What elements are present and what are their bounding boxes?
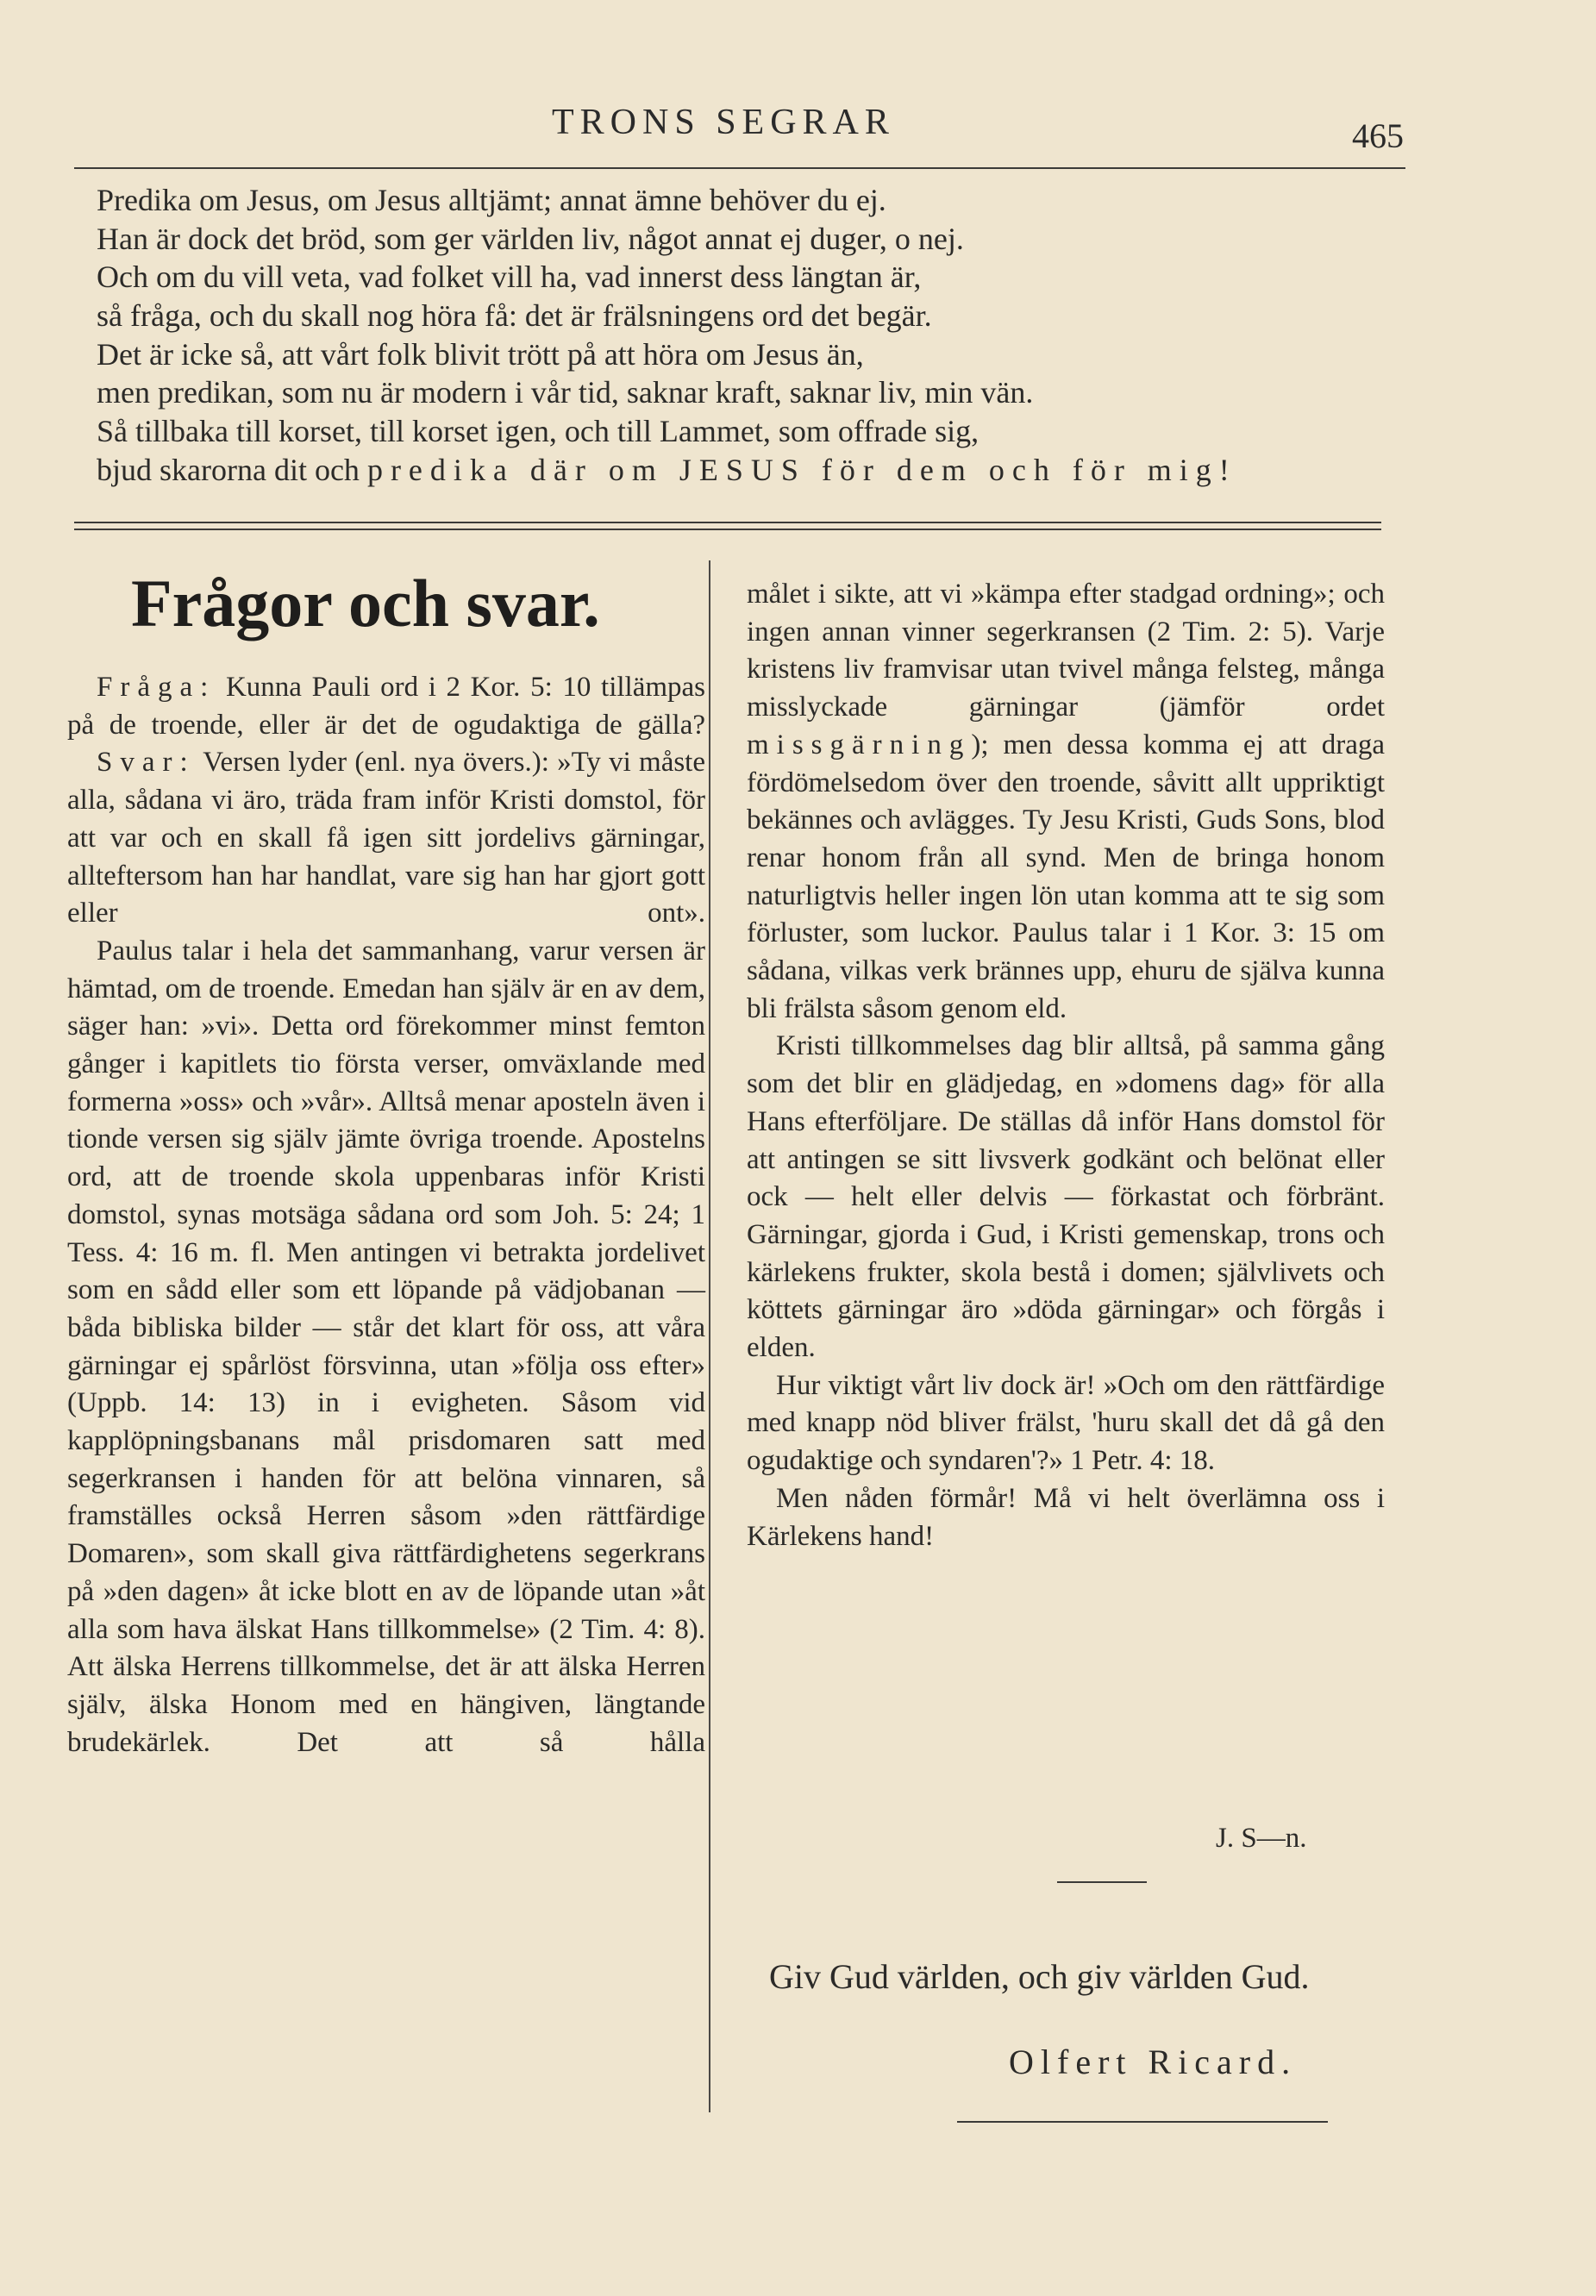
double-rule <box>74 522 1381 530</box>
poem-line: Predika om Jesus, om Jesus alltjämt; annat ämne behöver du ej. <box>97 183 886 217</box>
paragraph: Kristi tillkommelses dag blir alltså, på samma gång som det blir en glädjedag, en »domens dag» för alla Hans efterföljare. De ställas då inför Hans domstol för att antingen se sitt livsverk godkänt och belönat eller ock — helt eller delvis — förkastat och förbränt. Gärningar, gjorda i Gud, i Kristi gemenskap, trons och kärlekens frukter, skola bestå i domen; självlivets och köttets gärningar äro »döda gärningar» och förgås i elden. <box>747 1030 1385 1364</box>
paragraph <box>747 576 1385 1028</box>
poem-line: men predikan, som nu är modern i vår tid, saknar kraft, saknar liv, min vän. <box>97 375 1034 410</box>
running-title: TRONS SEGRAR <box>552 103 895 142</box>
question-paragraph <box>67 669 705 744</box>
emphasis-word: missgärning <box>747 729 972 760</box>
section-title: Frågor och svar. <box>131 566 600 641</box>
header-rule <box>74 167 1405 169</box>
paragraph-end: ); men dessa komma ej att draga fördömelsedom över den troende, såvitt allt uppriktigt bekännes och avlägges. Ty Jesu Kristi, Guds Sons, blod renar honom från all synd. Men de bringa honom naturligtvis heller ingen lön utan komma att te sig som förluster, som luckor. Paulus talar i 1 Kor. 3: 15 om sådana, vilkas verk brännes upp, ehuru de själva kunna bli frälsta såsom genom eld. <box>747 729 1385 1024</box>
paragraph-start: målet i sikte, att vi »kämpa efter stadgad ordning»; och ingen annan vinner segerkransen (2 Tim. 2: 5). Varje kristens liv framvisar utan tvivel många felsteg, många misslyckade gärningar (jämför ordet <box>747 579 1385 723</box>
poem-line: Det är icke så, att vårt folk blivit trött på att höra om Jesus än, <box>97 336 864 372</box>
quote-author: Olfert Ricard. <box>1009 2043 1298 2081</box>
answer-label: Svar: <box>97 747 196 779</box>
poem-last-line-start: bjud skarorna dit och <box>97 452 360 487</box>
signature: J. S—n. <box>1216 1823 1307 1854</box>
answer-text: Versen lyder (enl. nya övers.): »Ty vi måste alla, sådana vi äro, träda fram inför Kristi domstol, för att var och en skall få igen sitt jordelivs gärningar, allteftersom han har handlat, vare sig han har gjort gott eller ont». <box>67 747 706 929</box>
page-number: 465 <box>1352 116 1404 155</box>
poem <box>97 181 1407 490</box>
question-label: Fråga: <box>97 672 216 703</box>
short-rule <box>1057 1881 1147 1883</box>
left-column <box>67 669 705 1761</box>
poem-line: så fråga, och du skall nog höra få: det är frälsningens ord det begär. <box>97 298 932 334</box>
question-text: Kunna Pauli ord i 2 Kor. 5: 10 tillämpas på de troende, eller är det de ogudaktiga de gälla? <box>67 672 706 741</box>
column-divider <box>709 560 710 2112</box>
quote-text: Giv Gud världen, och giv världen Gud. <box>769 1957 1310 1996</box>
answer-paragraph <box>67 744 705 933</box>
poem-line: Och om du vill veta, vad folket vill ha, vad innerst dess längtan är, <box>97 260 922 295</box>
paragraph: Men nåden förmår! Må vi helt överlämna oss i Kärlekens hand! <box>747 1482 1385 1552</box>
poem-line: Så tillbaka till korset, till korset igen, och till Lammet, som offrade sig, <box>97 414 980 449</box>
right-column <box>747 576 1385 1555</box>
paragraph: Paulus talar i hela det sammanhang, varur versen är hämtad, om de troende. Emedan han själv är en av dem, säger han: »vi». Detta ord förekommer minst femton gånger i kapitlets tio första verser, omväxlande med formerna »oss» och »vår». Alltså menar aposteln även i tionde versen sig själv jämte övriga troende. Apostelns ord, att de troende skola uppenbaras inför Kristi domstol, synas motsäga sådana ord som Joh. 5: 24; 1 Tess. 4: 16 m. fl. Men antingen vi betrakta jordelivet som en sådd eller som ett löpande på vädjobanan — båda bibliska bilder — står det klart för oss, att våra gärningar ej spårlöst försvinna, utan »följa oss efter» (Uppb. 14: 13) in i evigheten. Såsom vid kapplöpningsbanans mål prisdomaren satt med segerkransen i handen för att belöna vinnaren, så framställes också Herren såsom »den rättfärdige Domaren», som skall giva rättfärdighetens segerkrans på »den dagen» åt icke blott en av de löpande utan »åt alla som hava älskat Hans tillkommelse» (2 Tim. 4: 8). Att älska Herrens tillkommelse, det är att älska Herren själv, älska Honom med en hängiven, längtande brudekärlek. Det att så hålla <box>67 935 705 1758</box>
poem-line: Han är dock det bröd, som ger världen liv, något annat ej duger, o nej. <box>97 221 964 256</box>
poem-last-line-spaced: predika där om JESUS för dem och för mig! <box>366 452 1237 487</box>
poem-last-line <box>97 451 1407 490</box>
paragraph: Hur viktigt vårt liv dock är! »Och om den rättfärdige med knapp nöd bliver frälst, 'huru skall det då gå den ogudaktige och syndaren'?» 1 Petr. 4: 18. <box>747 1369 1385 1477</box>
bottom-rule <box>957 2121 1328 2123</box>
